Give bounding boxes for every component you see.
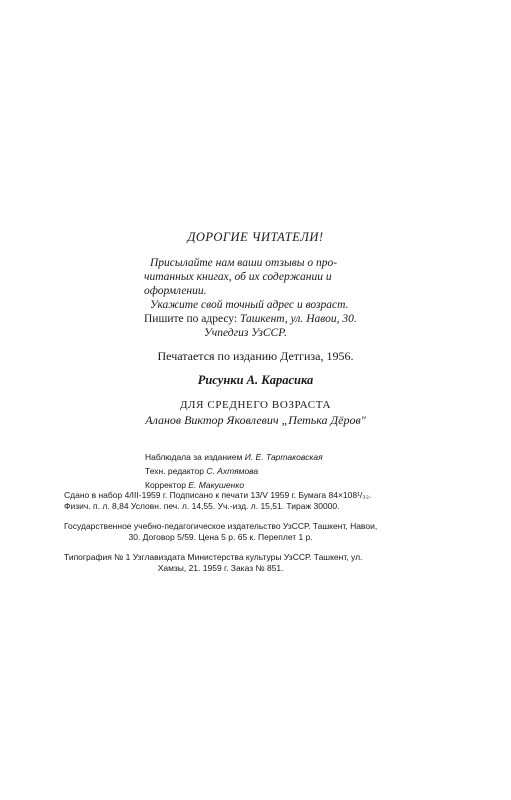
- supervisor-label: Наблюдала за изданием: [145, 452, 245, 462]
- author-and-title: Аланов Виктор Яковлевич „Петька Дёров": [145, 413, 366, 427]
- tech-editor-name: С. Ахтямова: [206, 466, 259, 476]
- staff-credits: [145, 450, 323, 492]
- publisher-line-1: Государственное учебно-педагогическое издательство УзССР. Ташкент, Навои,: [64, 521, 378, 531]
- typography-line-2: Хамзы, 21. 1959 г. Заказ № 851.: [157, 563, 284, 573]
- readers-heading: ДОРОГИЕ ЧИТАТЕЛИ!: [187, 230, 324, 244]
- illustrations-credit: Рисунки А. Карасика: [197, 373, 314, 387]
- typography-line-1: Типография № 1 Узглавиздата Министерства культуры УзССР. Ташкент, ул.: [64, 552, 363, 562]
- supervisor-name: И. Е. Тартаковская: [244, 452, 323, 462]
- appeal-line-4: Укажите свой точный адрес и возраст.: [150, 299, 349, 311]
- printed-from-edition: Печатается по изданию Детгиза, 1956.: [157, 349, 354, 363]
- age-group-label: ДЛЯ СРЕДНЕГО ВОЗРАСТА: [179, 399, 332, 411]
- address-value: Ташкент, ул. Навои, 30.: [239, 313, 357, 325]
- appeal-address-line: [144, 312, 357, 326]
- readers-appeal: [144, 256, 357, 340]
- appeal-publisher: Учпедгиз УзССР.: [204, 327, 287, 339]
- proofreader-name: Е. Макушенко: [188, 480, 245, 490]
- tech-editor-label: Техн. редактор: [145, 466, 207, 476]
- address-prefix: Пишите по адресу:: [144, 313, 240, 325]
- print-imprint: [64, 490, 377, 574]
- print-details-line-2: Физич. п. л. 8,84 Условн. печ. л. 14,55. Уч.-изд. л. 15,51. Тираж 30000.: [64, 501, 340, 511]
- tech-editor-credit: [145, 464, 323, 478]
- print-details-line-1: Сдано в набор 4/III-1959 г. Подписано к печати 13/V 1959 г. Бумага 84×108¹/₃₂.: [64, 490, 372, 500]
- publisher-line-2: 30. Договор 5/59. Цена 5 р. 65 к. Переплет 1 р.: [128, 532, 313, 542]
- appeal-line-3: оформлении.: [144, 285, 207, 297]
- appeal-line-2: читанных книгах, об их содержании и: [144, 271, 332, 283]
- proofreader-label: Корректор: [145, 480, 189, 490]
- supervisor-credit: [145, 450, 323, 464]
- appeal-line-1: Присылайте нам ваши отзывы о про-: [150, 257, 338, 269]
